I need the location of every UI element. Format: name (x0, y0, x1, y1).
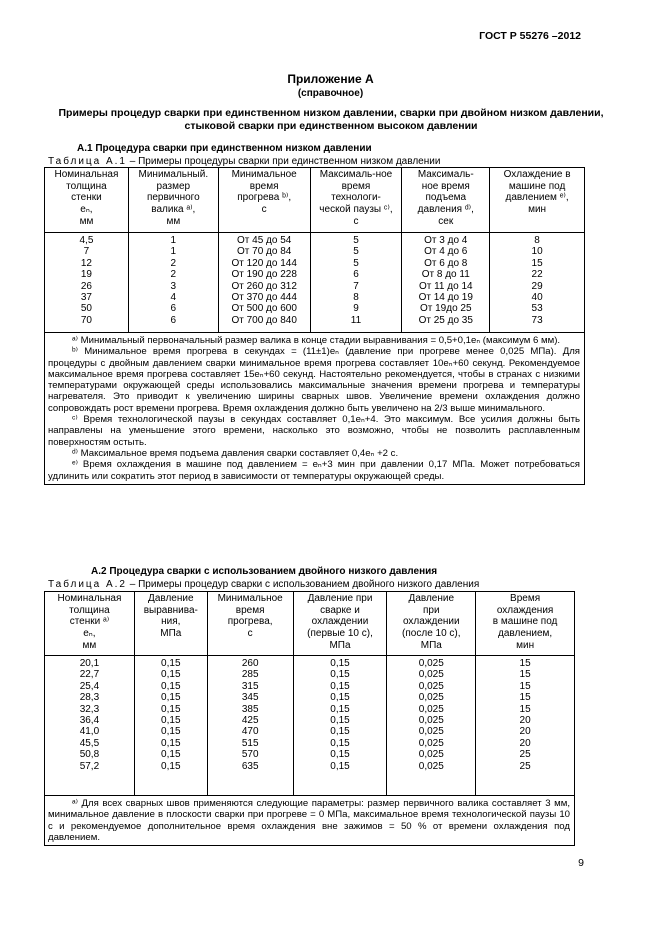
table-cell-value: 0,15 (330, 669, 350, 681)
table-cell-value: 1 (170, 246, 177, 258)
table-a1-header-cell (218, 168, 310, 233)
table-cell-value: 0,15 (330, 715, 350, 727)
table-cell-value: 37 (80, 292, 92, 304)
header-line: валика ᵃ⁾, (151, 204, 196, 216)
table-cell-value: 0,15 (161, 726, 181, 738)
table-a1 (44, 167, 585, 485)
table-a1-col-thickness (45, 233, 129, 333)
table-cell-value: 0,025 (418, 669, 444, 681)
header-line: мм (82, 639, 97, 651)
table-cell-value: 28,3 (79, 692, 100, 704)
table-cell-value: 36,4 (79, 715, 100, 727)
table-cell-value: 0,15 (330, 680, 350, 692)
table-a2-header-cell (45, 592, 135, 656)
table-cell-value: 0,025 (418, 760, 444, 772)
table-cell-value: 0,15 (330, 703, 350, 715)
header-line: размер (156, 180, 191, 192)
table-cell-value: 1 (170, 235, 177, 246)
table-cell-value: 635 (241, 760, 259, 772)
table-a1-col-heat-time (218, 233, 310, 333)
table-a2-col-alignment-pressure (134, 656, 207, 796)
table-a1-header-row (45, 168, 585, 233)
table-a1-caption (48, 156, 440, 167)
table-a1-notes-row (45, 333, 585, 485)
table-cell-value: 73 (531, 314, 543, 326)
header-line: с (261, 204, 267, 216)
table-cell-value: От 3 до 4 (424, 235, 468, 246)
table-cell-value: 7 (353, 280, 359, 292)
page-number: 9 (578, 857, 584, 869)
table-cell-value: От 120 до 144 (231, 257, 297, 269)
header-line: охлаждении (402, 616, 460, 628)
header-line: МПа (420, 639, 442, 651)
table-cell-value: 15 (519, 703, 531, 715)
table-cell-value: 0,15 (330, 692, 350, 704)
table-cell-value: 70 (80, 314, 92, 326)
table-cell-value: 5 (353, 246, 359, 258)
table-cell-value: 20 (519, 726, 531, 738)
table-footnote: ᵉ⁾ Время охлаждения в машине под давлением = eₙ+3 мин при давлении 0,17 МПа. Может потребоваться удлинить или сократить этот период в зависимости от температуры окружающей среды. (48, 459, 580, 482)
header-line: Минимальное (231, 169, 297, 180)
header-line: выравнива- (143, 604, 198, 616)
table-a2-notes (45, 796, 575, 846)
table-cell-value: 385 (241, 703, 259, 715)
table-cell-value: От 500 до 600 (231, 303, 297, 315)
document-header: ГОСТ Р 55276 –2012 (479, 30, 581, 42)
header-line: ческой паузы ᶜ⁾, (319, 204, 393, 216)
table-a2-header-cell (387, 592, 476, 656)
table-a1-col-cooling (490, 233, 585, 333)
table-cell-value: 0,025 (418, 703, 444, 715)
table-cell-value: 25 (519, 760, 531, 772)
table-cell-value: 26 (80, 280, 92, 292)
table-a2-col-weld-pressure (293, 656, 387, 796)
table-cell-value: 0,15 (161, 680, 181, 692)
table-cell-value: 9 (353, 303, 359, 315)
table-cell-value: 0,15 (330, 737, 350, 749)
table-cell-value: 0,15 (330, 726, 350, 738)
table-a2-notes-row (45, 796, 575, 846)
table-a2-header-row (45, 592, 575, 656)
header-line: мин (516, 639, 535, 651)
section-a1-heading: А.1 Процедура сварки при единственном низком давлении (77, 143, 372, 154)
table-a2-data-row (45, 656, 575, 796)
table-cell-value: 570 (241, 749, 259, 761)
header-line: охлаждения (496, 604, 554, 616)
table-cell-value: 29 (531, 280, 543, 292)
table-cell-value: 22,7 (79, 669, 100, 681)
header-line: толщина (69, 604, 110, 616)
header-line: подъема (425, 192, 467, 204)
header-line: охлаждении (311, 616, 369, 628)
header-line: Время (510, 593, 541, 604)
table-cell-value: 25 (519, 749, 531, 761)
table-a2-col-cool-pressure (387, 656, 476, 796)
table-a1-caption-label: Таблица А.1 (48, 156, 127, 167)
table-cell-value: 22 (531, 269, 543, 281)
header-line: с (353, 215, 359, 227)
header-line: в машине под (492, 616, 558, 628)
table-a1-header-cell (45, 168, 129, 233)
table-cell-value: 6 (353, 269, 359, 281)
table-footnote: ᵃ⁾ Минимальный первоначальный размер валика в конце стадии выравнивания = 0,5+0,1eₙ (максимум 6 мм). (72, 335, 561, 346)
header-line: время (341, 180, 371, 192)
table-cell-value: 0,15 (161, 737, 181, 749)
table-cell-value: 0,025 (418, 658, 444, 669)
section-a2-heading: А.2 Процедура сварки с использованием двойного низкого давления (91, 566, 438, 577)
table-footnote: ᵈ⁾ Максимальное время подъема давления сварки составляет 0,4eₙ +2 с. (72, 447, 399, 459)
header-line: прогрева, (227, 616, 273, 628)
table-cell-value: От 190 до 228 (231, 269, 297, 281)
header-line: давлением, (498, 628, 553, 640)
table-cell-value: 7 (83, 246, 90, 258)
header-line: стенки ᵃ⁾ (69, 616, 110, 628)
table-cell-value: 0,025 (418, 737, 444, 749)
table-a1-col-pause (310, 233, 402, 333)
header-line: Номинальная (57, 593, 122, 604)
table-cell-value: От 4 до 6 (424, 246, 468, 258)
header-line: Охлаждение в (503, 169, 571, 180)
table-cell-value: 20,1 (79, 658, 100, 669)
table-a2-header-cell (293, 592, 387, 656)
table-cell-value: От 260 до 312 (231, 280, 297, 292)
table-a2-header-cell (476, 592, 575, 656)
table-cell-value: 57,2 (79, 760, 100, 772)
table-cell-value: 0,15 (161, 658, 181, 669)
table-cell-value: 53 (531, 303, 543, 315)
table-footnote: ᵃ⁾ Для всех сварных швов применяются следующие параметры: размер первичного валика составляет 3 мм, минимальное давление в плоскости сварки при прогреве = 0 МПа, максимальное время технологической паузы 10 с и рекомендуемое дополнительное время охлаждения вне зажимов = 50 % от времени охлаждения под давлением. (48, 798, 570, 843)
header-line: мм (166, 215, 181, 227)
table-cell-value: От 19до 25 (419, 303, 472, 315)
table-cell-value: 10 (531, 246, 543, 258)
table-cell-value: 5 (353, 235, 359, 246)
table-cell-value: 45,5 (79, 737, 100, 749)
table-cell-value: 15 (531, 257, 543, 269)
table-cell-value: 12 (80, 257, 92, 269)
table-cell-value: 19 (80, 269, 92, 281)
header-line: давлением ᵉ⁾, (505, 192, 569, 204)
header-line: мм (79, 215, 94, 227)
header-line: сварке и (320, 604, 360, 616)
table-cell-value: 25,4 (79, 680, 100, 692)
table-cell-value: 0,15 (161, 760, 181, 772)
table-cell-value: 8 (353, 292, 359, 304)
header-line: МПа (160, 628, 182, 640)
table-cell-value: 2 (170, 257, 177, 269)
header-line: при (423, 604, 440, 616)
table-a2-col-thickness (45, 656, 135, 796)
table-cell-value: 15 (519, 692, 531, 704)
table-a1-data-row (45, 233, 585, 333)
table-cell-value: 0,15 (161, 715, 181, 727)
appendix-title: Приложение А (287, 72, 374, 86)
header-line: прогрева ᵇ⁾, (237, 192, 292, 204)
table-cell-value: 20 (519, 715, 531, 727)
table-cell-value: 0,025 (418, 715, 444, 727)
appendix-subtitle: (справочное) (297, 88, 364, 99)
table-cell-value: 2 (170, 269, 177, 281)
table-cell-value: 0,025 (418, 692, 444, 704)
header-line: Минимальный. (138, 169, 209, 180)
table-cell-value: 345 (241, 692, 259, 704)
table-cell-value: 11 (350, 314, 362, 326)
header-line: eₙ, (83, 628, 96, 640)
table-a1-col-pressure-rise (402, 233, 490, 333)
header-line: время (249, 180, 279, 192)
table-a2-caption-label: Таблица А.2 (48, 579, 127, 590)
header-line: (после 10 с), (402, 628, 461, 640)
table-a1-header-cell (490, 168, 585, 233)
table-cell-value: 425 (241, 715, 259, 727)
table-cell-value: 32,3 (79, 703, 100, 715)
table-footnote: ᵇ⁾ Минимальное время прогрева в секундах = (11±1)eₙ (давление при прогреве менее 0,025 МПа). Для процедуры с двойным давлением сварки минимальное время прогрева составляет 10eₙ+60 секунд. Рекомендуемое максимальное время прогрева составляет 15eₙ+60 секунд. Настоятельно рекомендуется, чтобы в странах с низкими температурами окружающей среды использовались максимальные значения времени прогрева и температуры нагревателя. Это приводит к увеличению ширины сварных швов. Увеличение времени охлаждения должно сопровождать рост времени прогрева. Время охлаждения должно быть увеличено на 2/3 выше минимального. (48, 346, 580, 414)
header-line: Номинальная (54, 169, 119, 180)
table-a2-col-cooling-time (476, 656, 575, 796)
table-cell-value: 0,15 (330, 658, 350, 669)
table-cell-value: 0,025 (418, 726, 444, 738)
table-cell-value: 4 (170, 292, 177, 304)
table-cell-value: 0,15 (161, 703, 181, 715)
table-cell-value: 20 (519, 737, 531, 749)
header-line: машине под (508, 180, 566, 192)
header-line: толщина (66, 180, 107, 192)
table-a1-notes (45, 333, 585, 485)
table-cell-value: 0,025 (418, 680, 444, 692)
table-a1-header-cell (402, 168, 490, 233)
table-cell-value: 470 (241, 726, 259, 738)
header-line: Давление (148, 593, 194, 604)
table-a1-col-bead (128, 233, 218, 333)
table-cell-value: 0,15 (161, 692, 181, 704)
table-cell-value: От 6 до 8 (424, 257, 468, 269)
table-a1-caption-text: – Примеры процедуры сварки при единственном низком давлении (129, 156, 441, 167)
table-cell-value: 315 (241, 680, 259, 692)
table-a2-col-heat-time (207, 656, 293, 796)
table-cell-value: 41,0 (79, 726, 100, 738)
table-cell-value: 15 (519, 680, 531, 692)
table-cell-value: 3 (170, 280, 177, 292)
table-footnote: ᶜ⁾ Время технологической паузы в секундах составляет 0,1eₙ+4. Это максимум. Все усилия должны быть направлены на уменьшение этого времени, насколько это возможно, чтобы не позволить расплавленным поверхностям остыть. (48, 414, 580, 448)
header-line: Минимальное (217, 593, 283, 604)
header-line: ния, (161, 616, 181, 628)
table-a1-header-cell (310, 168, 402, 233)
appendix-heading: Примеры процедур сварки при единственном низком давлении, сварки при двойном низком давлении, стыковой сварки при единственном высоком давлении (58, 107, 604, 132)
table-a1-header-cell (128, 168, 218, 233)
table-cell-value: 6 (170, 303, 177, 315)
table-cell-value: От 70 до 84 (237, 246, 292, 258)
table-cell-value: 0,15 (330, 749, 350, 761)
header-line: стенки (71, 192, 102, 204)
table-cell-value: 260 (241, 658, 259, 669)
table-a2-header-cell (207, 592, 293, 656)
header-line: Давление при (307, 593, 373, 604)
table-a2-caption-text: – Примеры процедур сварки с использованием двойного низкого давления (129, 579, 480, 590)
header-line: с (247, 628, 253, 640)
header-line: давления ᵈ⁾, (417, 204, 474, 216)
table-cell-value: 50 (80, 303, 92, 315)
table-cell-value: 15 (519, 669, 531, 681)
header-line: (первые 10 с), (307, 628, 373, 640)
table-cell-value: 4,5 (79, 235, 94, 246)
table-cell-value: 0,025 (418, 749, 444, 761)
table-cell-value: 515 (241, 737, 259, 749)
header-line: технологи- (331, 192, 381, 204)
header-line: Максималь- (417, 169, 474, 180)
table-cell-value: От 370 до 444 (231, 292, 297, 304)
table-cell-value: От 25 до 35 (418, 314, 473, 326)
header-line: первичного (146, 192, 200, 204)
table-cell-value: 40 (531, 292, 543, 304)
table-cell-value: От 14 до 19 (418, 292, 473, 304)
table-cell-value: 50,8 (79, 749, 100, 761)
header-line: МПа (329, 639, 351, 651)
table-a2-header-cell (134, 592, 207, 656)
table-cell-value: 5 (353, 257, 359, 269)
table-cell-value: От 45 до 54 (237, 235, 292, 246)
table-cell-value: 285 (241, 669, 259, 681)
header-line: мин (528, 204, 547, 216)
table-a2 (44, 591, 575, 846)
table-cell-value: 15 (519, 658, 531, 669)
table-cell-value: 8 (534, 235, 540, 246)
table-cell-value: От 11 до 14 (418, 280, 473, 292)
table-cell-value: 0,15 (161, 749, 181, 761)
table-cell-value: От 8 до 11 (421, 269, 470, 281)
header-line: Максималь-ное (319, 169, 393, 180)
table-cell-value: 6 (170, 314, 177, 326)
header-line: ное время (421, 180, 470, 192)
header-line: eₙ, (80, 204, 93, 216)
table-a2-caption (48, 579, 479, 590)
header-line: время (235, 604, 265, 616)
table-cell-value: 0,15 (161, 669, 181, 681)
table-cell-value: 0,15 (330, 760, 350, 772)
header-line: Давление (408, 593, 455, 604)
header-line: сек (438, 215, 454, 227)
table-cell-value: От 700 до 840 (231, 314, 297, 326)
